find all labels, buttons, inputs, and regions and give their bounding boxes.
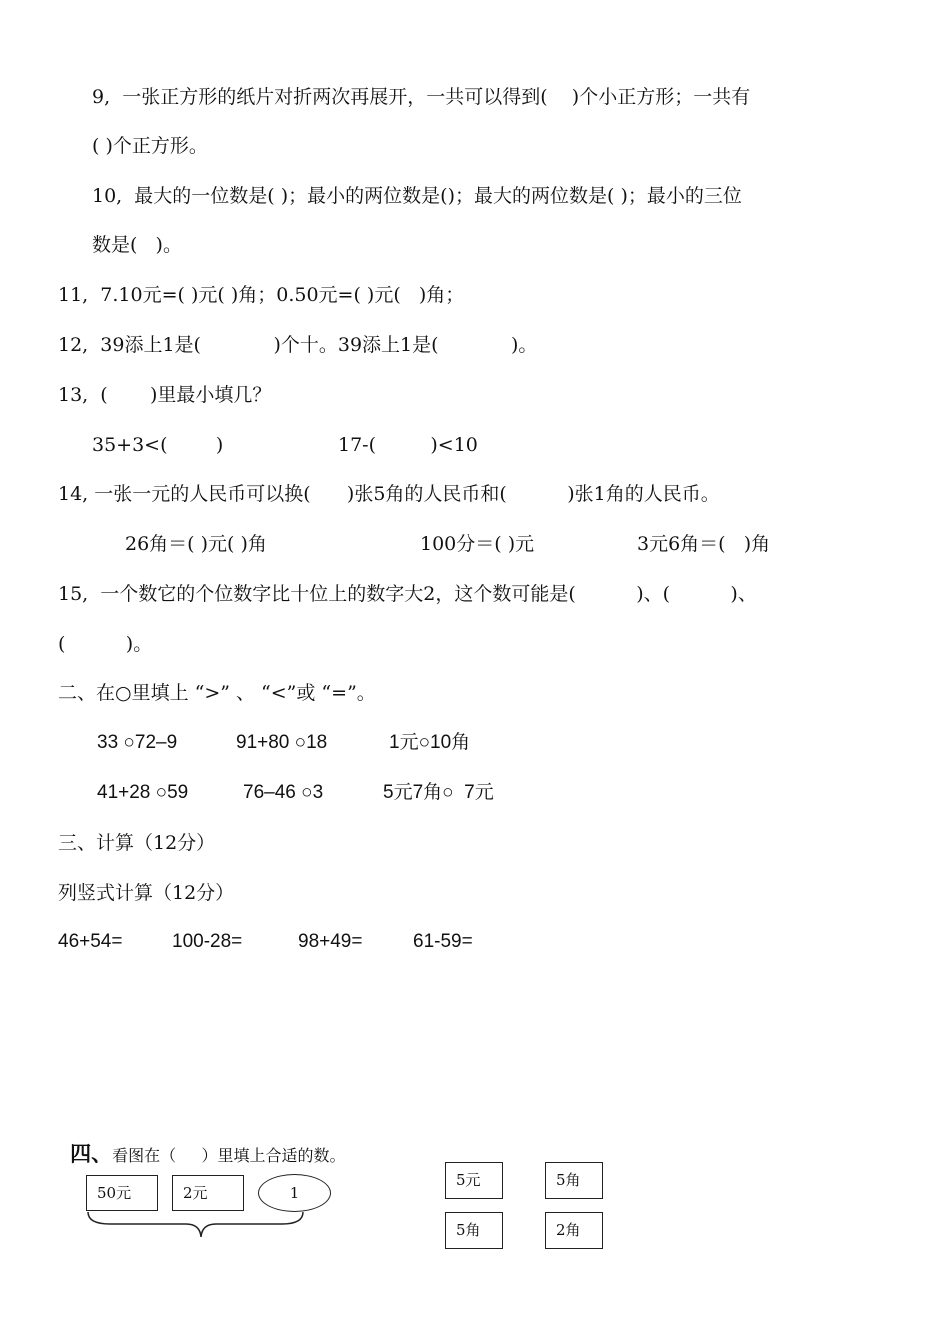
money-box-5-jiao-top (545, 1162, 603, 1199)
section-3-subheading: 列竖式计算（12分） (58, 882, 235, 904)
question-13-item-b: 17-( )<10 (338, 434, 478, 456)
calc-problem-2: 100-28= (172, 931, 243, 952)
question-13-item-a: 35+3<( ) (92, 434, 224, 456)
compare-item-5: 76–46 ○3 (243, 782, 324, 803)
section-4-instruction: 看图在（ ）里填上合适的数。 (112, 1146, 346, 1165)
question-10-line-1: 10, 最大的一位数是( )；最小的两位数是()；最大的两位数是( )；最小的三位 (92, 185, 742, 207)
section-3-heading: 三、计算（12分） (58, 832, 216, 854)
calc-problem-1: 46+54= (58, 931, 123, 952)
question-14-item-c: 3元6角＝( )角 (637, 533, 771, 555)
question-9-line-2: ( )个正方形。 (92, 135, 208, 157)
question-14-item-b: 100分＝( )元 (420, 533, 535, 555)
money-box-label: 2角 (556, 1221, 581, 1239)
compare-item-4: 41+28 ○59 (97, 782, 189, 803)
money-box-2-jiao (545, 1212, 603, 1249)
compare-item-1: 33 ○72–9 (97, 732, 178, 753)
question-15-line-1: 15, 一个数它的个位数字比十位上的数字大2，这个数可能是( )、( )、 (58, 583, 757, 605)
question-15-line-2: ( )。 (58, 633, 153, 655)
money-box-label: 50元 (97, 1184, 132, 1202)
section-2-heading: 二、在○里填上 “>” 、 “<”或 “=”。 (58, 682, 376, 704)
question-11: 11, 7.10元=( )元( )角；0.50元=( )元( )角； (58, 284, 465, 306)
compare-item-6: 5元7角○ 7元 (383, 782, 494, 803)
compare-item-2: 91+80 ○18 (236, 732, 328, 753)
section-4-number: 四、 (70, 1141, 113, 1166)
money-box-label: 5角 (456, 1221, 481, 1239)
question-14: 14, 一张一元的人民币可以换( )张5角的人民币和( )张1角的人民币。 (58, 483, 720, 505)
calc-problem-4: 61-59= (413, 931, 473, 952)
question-9-line-1: 9, 一张正方形的纸片对折两次再展开，一共可以得到( )个小正方形；一共有 (92, 86, 751, 108)
money-box-label: 2元 (183, 1184, 208, 1202)
question-14-item-a: 26角＝( )元( )角 (125, 533, 267, 555)
curly-brace (88, 1212, 303, 1237)
question-13: 13, ( )里最小填几？ (58, 384, 272, 406)
compare-item-3: 1元○10角 (389, 732, 471, 753)
money-box-label: 5角 (556, 1171, 581, 1189)
money-box-5-jiao-bottom (445, 1212, 503, 1249)
money-box-label: 5元 (456, 1171, 481, 1189)
calc-problem-3: 98+49= (298, 931, 363, 952)
money-box-5-yuan (445, 1162, 503, 1199)
question-12: 12, 39添上1是( )个十。39添上1是( )。 (58, 334, 538, 356)
question-10-line-2: 数是( )。 (92, 234, 182, 256)
ellipse-label: 1 (289, 1184, 300, 1202)
